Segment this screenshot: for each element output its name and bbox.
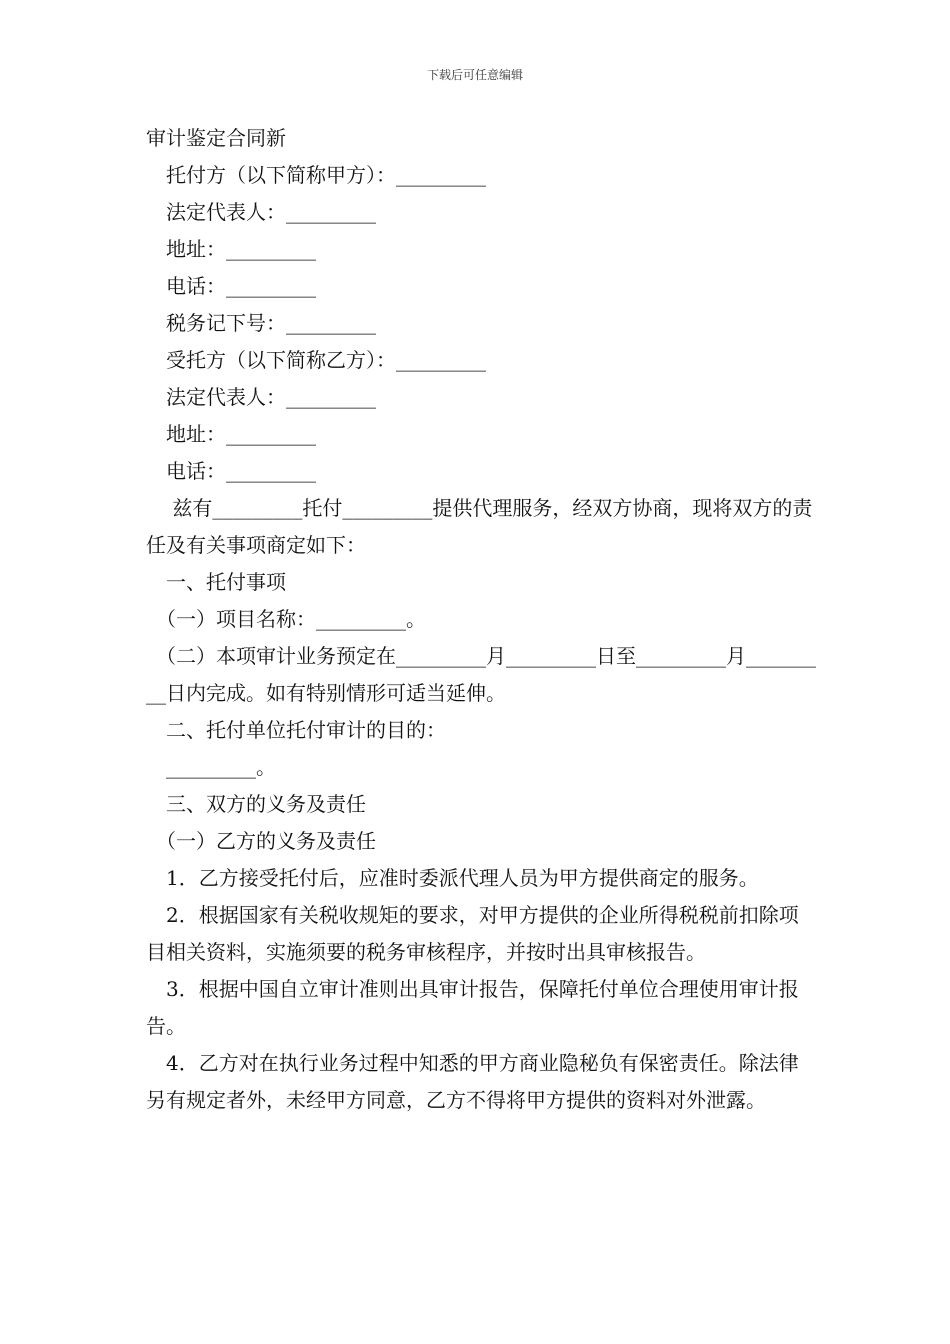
- party-a-address-field: 地址：_________: [146, 237, 316, 261]
- document-body: [146, 120, 816, 1119]
- party-b-duties-heading: （一）乙方的义务及责任: [146, 829, 376, 853]
- party-b-representative-field: 法定代表人：_________: [146, 385, 376, 409]
- duty-item-3: 3．根据中国自立审计准则出具审计报告，保障托付单位合理使用审计报告。: [146, 977, 799, 1038]
- document-title: 审计鉴定合同新: [146, 126, 286, 150]
- preamble-paragraph: 兹有_________托付_________提供代理服务，经双方协商，现将双方的责任及有关事项商定如下：: [146, 496, 813, 557]
- duty-item-2: 2．根据国家有关税收规矩的要求，对甲方提供的企业所得税税前扣除项目相关资料，实施须要的税务审核程序，并按时出具审核报告。: [146, 903, 799, 964]
- party-b-phone-field: 电话：_________: [146, 459, 316, 483]
- schedule-item: （二）本项审计业务预定在_________月_________日至_________月_________日内完成。如有特别情形可适当延伸。: [146, 644, 816, 705]
- duty-item-4: 4．乙方对在执行业务过程中知悉的甲方商业隐秘负有保密责任。除法律另有规定者外，未经甲方同意，乙方不得将甲方提供的资料对外泄露。: [146, 1051, 799, 1112]
- page-header-note: 下载后可任意编辑: [426, 68, 523, 82]
- section-3-heading: 三、双方的义务及责任: [146, 792, 366, 816]
- duty-item-1: 1．乙方接受托付后，应准时委派代理人员为甲方提供商定的服务。: [146, 866, 759, 890]
- party-a-phone-field: 电话：_________: [146, 274, 316, 298]
- party-b-field: 受托方（以下简称乙方）：_________: [146, 348, 486, 372]
- audit-purpose-blank: _________。: [146, 755, 276, 779]
- section-2-heading: 二、托付单位托付审计的目的：: [146, 718, 446, 742]
- party-a-field: 托付方（以下简称甲方）：_________: [146, 163, 486, 187]
- party-b-address-field: 地址：_________: [146, 422, 316, 446]
- section-1-heading: 一、托付事项: [146, 570, 286, 594]
- project-name-item: （一）项目名称：_________。: [146, 607, 426, 631]
- party-a-representative-field: 法定代表人：_________: [146, 200, 376, 224]
- party-a-tax-id-field: 税务记下号：_________: [146, 311, 376, 335]
